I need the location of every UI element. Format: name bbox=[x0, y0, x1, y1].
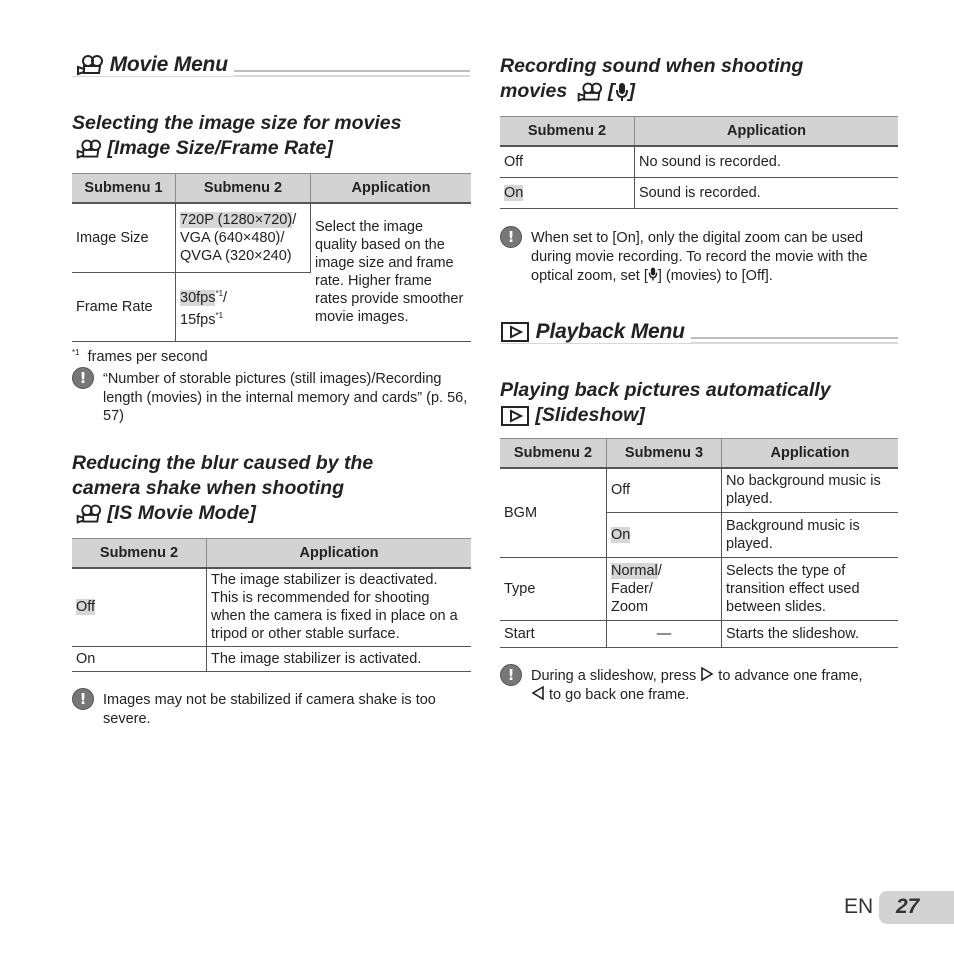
table-cell-application: Background music is played. bbox=[722, 512, 899, 557]
table-cell-application: The image stabilizer is activated. bbox=[207, 646, 472, 671]
movie-icon bbox=[72, 138, 102, 160]
table-header: Application bbox=[207, 539, 472, 569]
movie-icon bbox=[72, 54, 104, 76]
note-zoom: When set to [On], only the digital zoom can be used during movie recording. To record the movie with the optical zoom, set [ ] (movies) to [Off]. bbox=[531, 230, 868, 284]
note-icon: ! bbox=[500, 664, 522, 686]
slideshow-table bbox=[500, 438, 898, 648]
footnote: $^{*1}$ frames per second bbox=[72, 348, 208, 365]
table-cell-application: Sound is recorded. bbox=[635, 177, 899, 208]
table-cell-label: Off bbox=[500, 146, 635, 177]
sound-table bbox=[500, 116, 898, 209]
slideshow-heading: Playing back pictures automatically [Slideshow] bbox=[500, 379, 831, 426]
microphone-icon bbox=[648, 266, 658, 282]
table-header: Application bbox=[311, 174, 472, 204]
table-cell-options: 30fps$^{*1}$/ 15fps$^{*1}$ bbox=[176, 272, 311, 341]
table-header: Submenu 2 bbox=[176, 174, 311, 204]
image-size-heading: Selecting the image size for movies [Image Size/Frame Rate] bbox=[72, 112, 402, 159]
table-header: Submenu 2 bbox=[72, 539, 207, 569]
table-header: Submenu 1 bbox=[72, 174, 176, 204]
note-storable: “Number of storable pictures (still images)/Recording length (movies) in the internal memory and cards” (p. 56, 57) bbox=[103, 371, 468, 424]
table-cell-label: Start bbox=[500, 620, 607, 647]
is-mode-table bbox=[72, 538, 471, 672]
table-cell-application: No background music is played. bbox=[722, 468, 899, 512]
note-icon: ! bbox=[500, 226, 522, 248]
image-size-table bbox=[72, 173, 471, 342]
table-header: Application bbox=[722, 439, 899, 469]
language-label: EN bbox=[844, 895, 874, 918]
table-cell-label: Image Size bbox=[72, 203, 176, 272]
table-cell-label: Frame Rate bbox=[72, 272, 176, 341]
table-header: Submenu 3 bbox=[607, 439, 722, 469]
table-header: Application bbox=[635, 117, 899, 147]
note-slideshow: During a slideshow, press to advance one frame, to go back one frame. bbox=[531, 668, 863, 703]
table-cell-application: No sound is recorded. bbox=[635, 146, 899, 177]
table-cell-label: BGM bbox=[500, 468, 607, 557]
movie-icon bbox=[573, 81, 603, 103]
table-header: Submenu 2 bbox=[500, 439, 607, 469]
movie-icon bbox=[72, 503, 102, 525]
table-cell-option: Off bbox=[607, 468, 722, 512]
table-cell-label: On bbox=[500, 177, 635, 208]
note-icon: ! bbox=[72, 367, 94, 389]
playback-icon bbox=[500, 405, 530, 427]
table-cell-label: Off bbox=[72, 568, 207, 646]
sound-heading: Recording sound when shooting movies [ ] bbox=[500, 55, 804, 102]
microphone-icon bbox=[615, 81, 629, 103]
is-mode-heading: Reducing the blur caused by the camera shake when shooting [IS Movie Mode] bbox=[72, 452, 374, 524]
table-cell-option: Normal/ Fader/ Zoom bbox=[607, 557, 722, 620]
playback-menu-title: Playback Menu bbox=[500, 320, 691, 344]
left-arrow-icon bbox=[531, 686, 545, 700]
note-stabilizer: Images may not be stabilized if camera shake is too severe. bbox=[103, 692, 436, 727]
table-header: Submenu 2 bbox=[500, 117, 635, 147]
table-cell-label: Type bbox=[500, 557, 607, 620]
playback-icon bbox=[500, 321, 530, 343]
right-arrow-icon bbox=[700, 667, 714, 681]
note-icon: ! bbox=[72, 688, 94, 710]
table-cell-option: — bbox=[607, 620, 722, 647]
table-cell-application: Starts the slideshow. bbox=[722, 620, 899, 647]
table-cell-application: Selects the type of transition effect used between slides. bbox=[722, 557, 899, 620]
table-cell-application: The image stabilizer is deactivated. This is recommended for shooting when the camera is fixed in place on a tripod or other stable surface. bbox=[207, 568, 472, 646]
movie-menu-title: Movie Menu bbox=[72, 53, 234, 77]
table-cell-application: Select the image quality based on the image size and frame rate. Higher frame rates provide smoother movie images. bbox=[311, 203, 472, 341]
table-cell-options: 720P (1280×720)/ VGA (640×480)/ QVGA (320×240) bbox=[176, 203, 311, 272]
page-number: 27 bbox=[896, 895, 920, 918]
table-cell-label: On bbox=[72, 646, 207, 671]
page-number-box bbox=[879, 891, 954, 924]
table-cell-option: On bbox=[607, 512, 722, 557]
